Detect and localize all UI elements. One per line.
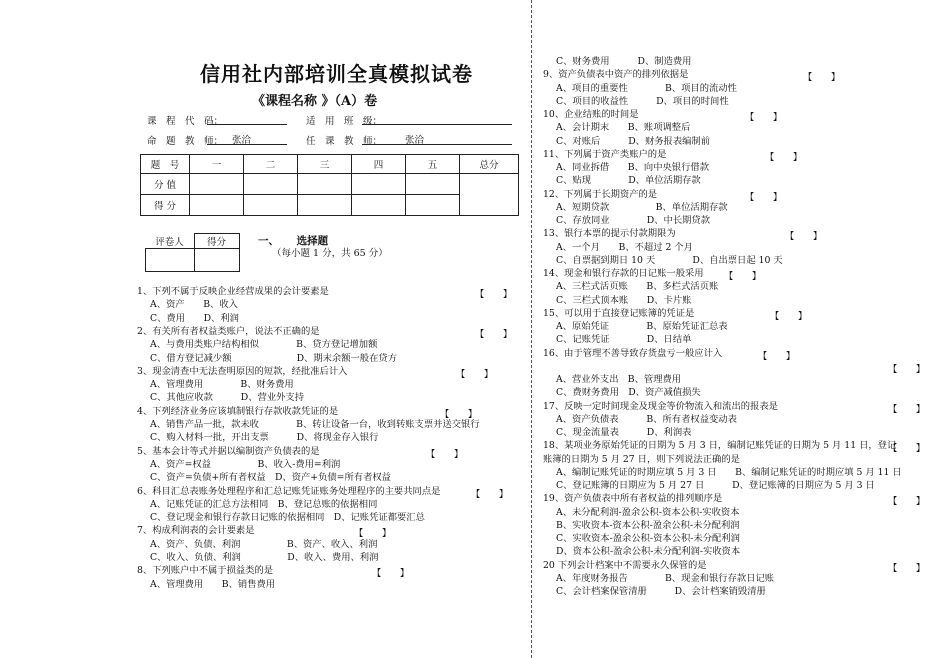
- question-line: C、会计档案保管清册 D、会计档案销毁清册: [556, 586, 766, 597]
- question-line: A、短期贷款 B、单位活期存款: [556, 201, 728, 213]
- question-line: 13、银行本票的提示付款期限为: [543, 228, 676, 240]
- answer-bracket: 【 】: [888, 443, 926, 455]
- question-line: 10、企业结账的时间是: [543, 109, 639, 120]
- answer-bracket: 【 】: [745, 191, 783, 203]
- question-line: C、其他应收款 D、营业外支持: [150, 392, 305, 404]
- question-line: 18、某项业务原始凭证的日期为 5 月 3 日，编制记账凭证的日期为 5 月 11 日，登记: [543, 440, 897, 452]
- question-line: C、三栏式顶本账 D、卡片账: [556, 294, 692, 306]
- question-line: C、贴现 D、单位活期存款: [556, 175, 701, 187]
- question-line: C、现金流量表 D、利润表: [556, 427, 692, 438]
- answer-bracket: 【 】: [475, 328, 513, 340]
- question-line: 8、下列账户中不属于损益类的是: [137, 565, 274, 577]
- question-line: A、记账凭证的汇总方法相同 B、登记总账的依据相同: [150, 498, 378, 510]
- applicable-class-label: 适 用 班 级：: [306, 116, 383, 127]
- question-line: 11、下列属于资产类账户的是: [543, 148, 667, 160]
- question-line: A、原始凭证 B、原始凭证汇总表: [556, 321, 728, 332]
- answer-bracket: 【 】: [758, 350, 796, 362]
- applicable-class-field: [362, 124, 512, 125]
- score-cell: [406, 195, 460, 216]
- question-line: A、资产负债表 B、所有者权益变动表: [556, 413, 737, 425]
- question-line: A、管理费用 B、财务费用: [150, 379, 294, 391]
- grader-cell: [146, 249, 195, 272]
- question-line: C、费用 D、利润: [150, 312, 239, 324]
- question-line: C、借方登记减少额 D、期末余额一般在贷方: [150, 352, 397, 364]
- answer-bracket: 【 】: [770, 310, 808, 322]
- teacher-field: [362, 144, 512, 145]
- question-line: C、记账凭证 D、日结单: [556, 334, 692, 346]
- question-line: 9、资产负债表中资产的排列依据是: [543, 69, 689, 81]
- question-line: C、存放同业 D、中长期贷款: [556, 215, 711, 226]
- points-row: [141, 174, 519, 195]
- section-number: 一、: [258, 235, 279, 247]
- question-line: 7、构成利润表的会计要素是: [137, 525, 255, 537]
- proposer-label: 命 题 教 师：: [147, 136, 224, 147]
- paper-subtitle: 《课程名称 》（A）卷: [252, 94, 378, 109]
- score-header-cell: 总分: [460, 155, 519, 174]
- question-line: C、费财务费用 D、资产减值损失: [556, 387, 701, 399]
- question-line: A、资产=权益 B、收入-费用=利润: [150, 458, 341, 470]
- question-line: 4、下列经济业务应该填制银行存款收款凭证的是: [137, 405, 339, 417]
- answer-bracket: 【 】: [724, 271, 762, 282]
- score-header-cell: 二: [244, 155, 298, 174]
- question-line: 12、下列属于长期资产的是: [543, 188, 658, 200]
- score-cell: [298, 174, 352, 195]
- earned-row-label: 得 分: [141, 195, 190, 216]
- question-line: A、三栏式活页账 B、多栏式活页账: [556, 281, 719, 293]
- score-cell: [406, 174, 460, 195]
- total-score-cell: [460, 174, 519, 216]
- question-line: A、未分配利润-盈余公积-资本公积-实收资本: [556, 506, 740, 518]
- question-line: 14、现金和银行存款的日记账一般采用: [543, 268, 704, 279]
- section-title: 选择题: [296, 235, 329, 247]
- question-line: A、编制记账凭证的时期应填 5 月 3 日 B、编制记账凭证的时期应填 5 月 11 日: [556, 466, 902, 478]
- question-line: A、与费用类账户结构相似 B、贷方登记增加额: [150, 339, 378, 351]
- answer-bracket: 【 】: [354, 528, 392, 540]
- page-title: 信用社内部培训全真模拟试卷: [200, 62, 473, 86]
- answer-bracket: 【 】: [456, 368, 494, 380]
- grader-label: 评卷人: [146, 234, 195, 249]
- score-cell: [352, 174, 406, 195]
- teacher-label: 任 课 教 师：: [306, 136, 383, 147]
- teacher-value: 张洽: [405, 135, 425, 146]
- grader-score-label: 得分: [194, 234, 239, 249]
- score-header-cell: 一: [190, 155, 244, 174]
- question-line: 3、现金清查中无法查明原因的短款，经批准后计入: [137, 365, 348, 377]
- score-cell: [298, 195, 352, 216]
- question-line: 2、有关所有者权益类账户，说法不正确的是: [137, 325, 320, 337]
- question-line: A、会计期末 B、账项调整后: [556, 122, 691, 134]
- answer-bracket: 【 】: [440, 408, 478, 420]
- answer-bracket: 【 】: [471, 488, 509, 500]
- answer-bracket: 【 】: [765, 151, 803, 163]
- answer-bracket: 【 】: [372, 568, 410, 580]
- score-cell: [244, 195, 298, 216]
- question-line: 16、由于管理不善导致存货盘亏一般应计入: [543, 347, 723, 359]
- question-line: 15、可以用于直接登记账簿的凭证是: [543, 307, 695, 319]
- grader-score-cell: [194, 249, 239, 272]
- question-line: 19、资产负债表中所有者权益的排列顺序是: [543, 493, 723, 505]
- course-code-label: 课 程 代 码：: [147, 116, 224, 127]
- score-table: [140, 154, 519, 216]
- answer-bracket: 【 】: [475, 289, 513, 300]
- answer-bracket: 【 】: [426, 448, 464, 460]
- question-line: A、资产 B、收入: [150, 299, 238, 311]
- question-line: C、自票据到期日 10 天 D、自出票日起 10 天: [556, 254, 783, 266]
- column-divider: [531, 0, 532, 658]
- question-line: A、年度财务报告 B、现金和银行存款日记账: [556, 572, 775, 584]
- grader-table: [145, 233, 240, 272]
- answer-bracket: 【 】: [888, 562, 926, 574]
- score-header-cell: 题 号: [141, 155, 190, 174]
- question-line: C、收入、负债、利润 D、收入、费用、利润: [150, 552, 379, 563]
- score-header-cell: 三: [298, 155, 352, 174]
- course-code-field: [207, 124, 287, 125]
- score-table-header-row: [141, 155, 519, 174]
- question-line: 1、下列不属于反映企业经营成果的会计要素是: [137, 286, 329, 297]
- question-line: C、对账后 D、财务报表编制前: [556, 135, 711, 147]
- score-cell: [190, 174, 244, 195]
- score-cell: [244, 174, 298, 195]
- question-line: C、登记账簿的日期应为 5 月 27 日 D、登记账簿的日期应为 5 月 3 日: [556, 480, 875, 491]
- answer-bracket: 【 】: [888, 363, 926, 375]
- answer-bracket: 【 】: [785, 231, 823, 243]
- question-line: A、销售产品一批，款未收 B、转让设备一台，收到转账支票并送交银行: [150, 419, 480, 430]
- score-header-cell: 五: [406, 155, 460, 174]
- question-line: 17、反映一定时间现金及现金等价物流入和流出的报表是: [543, 400, 778, 412]
- question-line: A、同业拆借 B、向中央银行借款: [556, 162, 709, 173]
- question-line: 账簿的日期为 5 月 27 日，则下列说法正确的是: [543, 453, 740, 465]
- question-line: 20 下列会计档案中不需要永久保管的是: [543, 559, 707, 571]
- proposer-field: [207, 144, 287, 145]
- points-row-label: 分 值: [141, 174, 190, 195]
- question-line: A、资产、负债、利润 B、资产、收入、利润: [150, 538, 378, 550]
- question-line: C、登记现金和银行存款日记账的依据相同 D、记账凭证都要汇总: [150, 512, 425, 524]
- question-line: C、资产=负债+所有者权益 D、资产+负债=所有者权益: [150, 472, 391, 484]
- proposer-value: 张洽: [232, 135, 252, 146]
- question-line: D、资本公积-盈余公积-未分配利润-实收资本: [556, 546, 741, 558]
- section-note: （每小题 1 分，共 65 分）: [272, 248, 388, 259]
- question-line: B、实收资本-资本公积-盈余公积-未分配利润: [556, 519, 740, 531]
- question-line: A、一个月 B、不超过 2 个月: [556, 241, 693, 253]
- score-cell: [190, 195, 244, 216]
- answer-bracket: 【 】: [745, 112, 783, 123]
- question-line: C、项目的收益性 D、项目的时间性: [556, 95, 729, 107]
- question-line: A、项目的重要性 B、项目的流动性: [556, 82, 737, 94]
- question-line: 6、科目汇总表账务处理程序和汇总记账凭证账务处理程序的主要共同点是: [137, 485, 441, 497]
- answer-bracket: 【 】: [888, 403, 926, 415]
- question-line: C、实收资本-盈余公积-资本公积-未分配利润: [556, 533, 740, 544]
- score-cell: [352, 195, 406, 216]
- question-line: A、营业外支出 B、管理费用: [556, 374, 682, 385]
- answer-bracket: 【 】: [803, 72, 841, 84]
- score-header-cell: 四: [352, 155, 406, 174]
- question-line: A、管理费用 B、销售费用: [150, 578, 276, 590]
- question-line: C、财务费用 D、制造费用: [556, 56, 692, 67]
- answer-bracket: 【 】: [888, 496, 926, 508]
- question-line: C、购入材料一批，开出支票 D、将现金存入银行: [150, 432, 379, 444]
- question-line: 5、基本会计等式并据以编制资产负债表的是: [137, 445, 320, 457]
